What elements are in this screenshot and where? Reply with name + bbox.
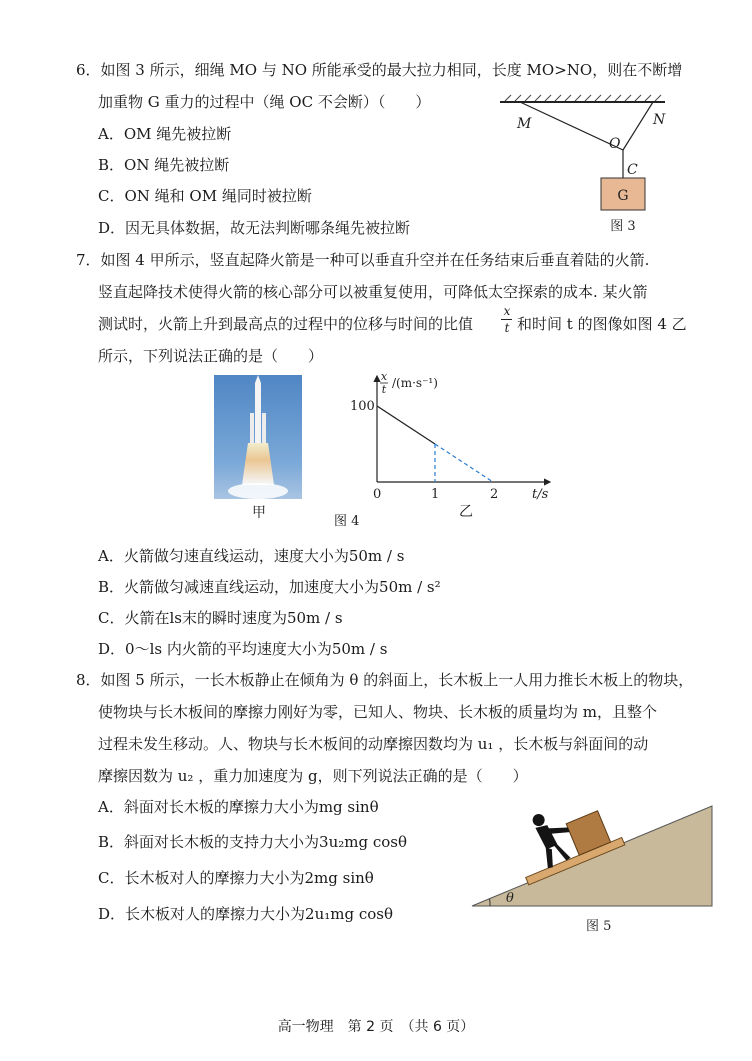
figure-5 — [470, 770, 720, 940]
x-over-t-fraction — [500, 305, 514, 337]
q8-line-3: 过程未发生移动。人、物块与长木板间的动摩擦因数均为 u₁ ，长木板与斜面间的动 — [98, 735, 649, 753]
figure-4-caption: 图 4 — [334, 514, 360, 529]
q6-option-b: B．ON 绳先被拉断 — [98, 156, 230, 174]
rocket-booster-right — [262, 413, 266, 443]
rocket-photo — [214, 375, 302, 499]
figure-3 — [495, 92, 675, 242]
angle-arc — [490, 899, 491, 906]
y-tick-100: 100 — [350, 399, 375, 414]
q7-line-3b: 和时间 t 的图像如图 4 乙 — [517, 315, 687, 333]
y-axis-frac-num: x — [380, 370, 388, 383]
rocket-booster-left — [250, 413, 254, 443]
fraction-bar — [501, 319, 512, 320]
q7-option-b: B．火箭做匀减速直线运动，加速度大小为50m / s² — [98, 578, 441, 596]
q8-option-b: B．斜面对长木板的支持力大小为3u₂mg cosθ — [98, 833, 407, 851]
q7-line-4: 所示，下列说法正确的是（ ） — [98, 347, 324, 365]
label-c: C — [627, 162, 638, 178]
label-m: M — [517, 116, 532, 132]
label-o: O — [609, 136, 621, 152]
graph-dashed-line — [435, 444, 493, 482]
x-axis-unit: t/s — [532, 487, 549, 502]
x-tick-2: 2 — [490, 487, 499, 502]
q8-option-c: C．长木板对人的摩擦力大小为2mg sinθ — [98, 869, 374, 887]
figure-4-graph — [340, 368, 560, 508]
figure-3-caption: 图 3 — [610, 219, 636, 234]
q6-option-d: D．因无具体数据，故无法判断哪条绳先被拉断 — [98, 219, 411, 237]
q8-line-4: 摩擦因数为 u₂ ，重力加速度为 g，则下列说法正确的是（ ） — [98, 767, 528, 785]
label-g: G — [617, 188, 629, 204]
label-n: N — [653, 112, 666, 128]
x-tick-1: 1 — [431, 487, 440, 502]
q8-line-2: 使物块与长木板间的摩擦力刚好为零，已知人、物块、长木板的质量均为 m，且整个 — [98, 703, 657, 721]
y-axis-frac-den: t — [381, 383, 387, 396]
q6-option-a: A．OM 绳先被拉断 — [98, 125, 232, 143]
q7-line-1: 7．如图 4 甲所示，竖直起降火箭是一种可以垂直升空并在任务结束后垂直着陆的火箭. — [76, 251, 650, 269]
exhaust-cloud — [228, 483, 288, 499]
q6-option-c: C．ON 绳和 OM 绳同时被拉断 — [98, 187, 312, 205]
q8-option-d: D．长木板对人的摩擦力大小为2u₁mg cosθ — [98, 905, 393, 923]
q7-line-2: 竖直起降技术使得火箭的核心部分可以被重复使用，可降低太空探索的成本. 某火箭 — [98, 283, 648, 301]
q6-line-2: 加重物 G 重力的过程中（绳 OC 不会断）（ ） — [98, 93, 431, 111]
x-tick-0: 0 — [373, 487, 382, 502]
ceiling-hatch — [505, 95, 661, 101]
label-yi: 乙 — [459, 504, 473, 520]
q7-option-a: A．火箭做匀速直线运动，速度大小为50m / s — [98, 547, 405, 565]
label-jia: 甲 — [252, 505, 266, 521]
rocket-core — [255, 383, 261, 443]
rope-mo — [520, 102, 623, 150]
rope-no — [623, 102, 653, 150]
graph-solid-line — [377, 406, 435, 444]
q7-option-d: D．0～ls 内火箭的平均速度大小为50m / s — [98, 640, 388, 658]
figure-5-caption: 图 5 — [586, 919, 612, 934]
q7-option-c: C．火箭在ls末的瞬时速度为50m / s — [98, 609, 343, 627]
q7-line-3: 测试时，火箭上升到最高点的过程中的位移与时间的比值 — [98, 315, 474, 333]
y-axis-unit: /(m·s⁻¹) — [392, 376, 438, 390]
fraction-numerator: x — [503, 304, 511, 318]
q6-line-1: 6．如图 3 所示，细绳 MO 与 NO 所能承受的最大拉力相同，长度 MO>NO，则在不断增 — [76, 61, 683, 79]
q8-line-1: 8．如图 5 所示，一长木板静止在倾角为 θ 的斜面上，长木板上一人用力推长木板上的物块， — [76, 671, 694, 689]
fraction-denominator: t — [504, 321, 510, 335]
page-footer: 高一物理 第 2 页 （共 6 页） — [277, 1019, 475, 1035]
angle-theta: θ — [506, 891, 514, 906]
q8-option-a: A．斜面对长木板的摩擦力大小为mg sinθ — [98, 798, 379, 816]
